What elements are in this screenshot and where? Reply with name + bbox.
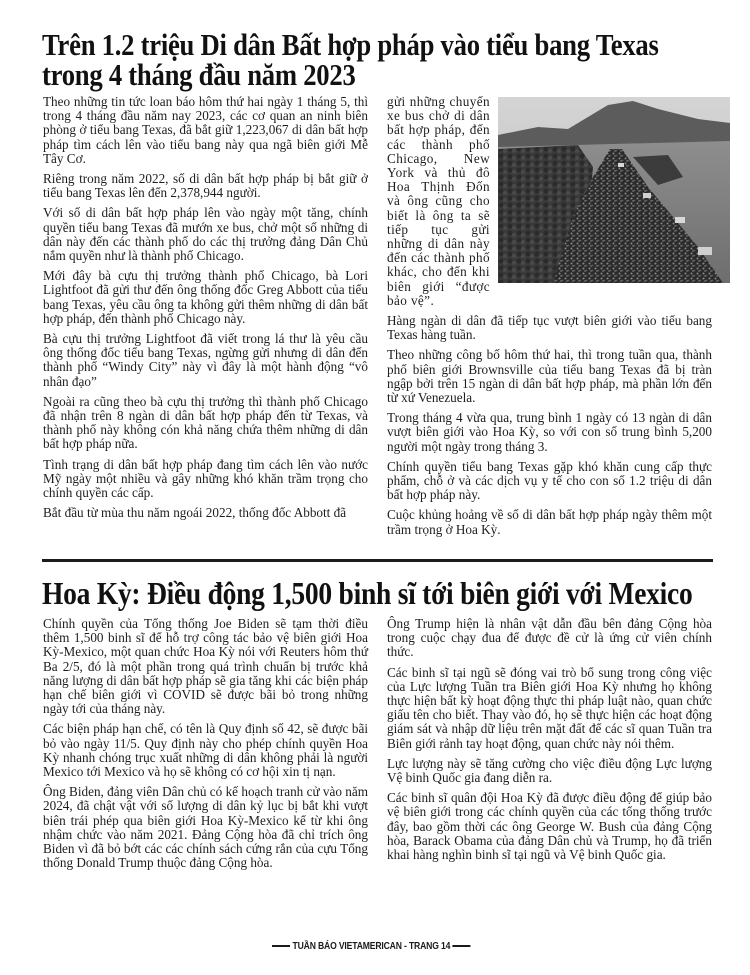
page-footer <box>272 940 471 952</box>
article2-column-left <box>43 617 368 876</box>
article2-paragraph: Các binh sĩ quân đội Hoa Kỳ đã được điều động để giúp bảo vệ biên giới trong các chính quyền của các tổng thống trước đây, bao gồm thời các ông George W. Bush của đảng Cộng hòa, Barack Obama của đảng Dân chủ và Trump, họ đã triển khai hàng nghìn binh sĩ tại ngũ và Vệ binh Quốc gia. <box>387 790 712 863</box>
article1-paragraph: Trong tháng 4 vừa qua, trung bình 1 ngày có 13 ngàn di dân vượt biên giới vào Hoa Kỳ, so với con số trung bình 5,200 người một ngày trong tháng 3. <box>387 410 712 454</box>
article1-column-left <box>43 95 368 526</box>
article2-paragraph: Ông Trump hiện là nhân vật dẫn đầu bên đảng Cộng hòa trong cuộc chạy đua để được đề cử là ứng cử viên chính thức. <box>387 616 712 660</box>
article2-headline: Hoa Kỳ: Điều động 1,500 binh sĩ tới biên giới với Mexico <box>42 575 693 611</box>
article1-paragraph: Theo những công bố hôm thứ hai, thì trong tuần qua, thành phố biên giới Brownsville của tiểu bang Texas đã bị tràn ngập bởi trên 15 ngàn di dân bất hợp pháp, mà phần lớn đến từ xứ Venezuela. <box>387 347 712 406</box>
article-divider <box>42 559 713 562</box>
article2-paragraph: Chính quyền của Tổng thống Joe Biden sẽ tạm thời điều thêm 1,500 binh sĩ để hỗ trợ công tác bảo vệ biên giới Hoa Kỳ-Mexico, một quan chức Hoa Kỳ nói với Reuters hôm thứ Ba 2/5, đó là một phần trong quá trình chuẩn bị trước khả năng lượng di dân bất hợp pháp sẽ gia tăng khi các biện pháp hạn chế biên giới vì COVID sẽ được bãi bỏ trong những ngày tới của tháng này. <box>43 616 368 717</box>
article1-paragraph: Chính quyền tiểu bang Texas gặp khó khăn cung cấp thực phẩm, chỗ ở và các dịch vụ y tế cho con số 1.2 triệu di dân bất hợp pháp này. <box>387 458 712 503</box>
article1-paragraph: Với số di dân bất hợp pháp lên vào ngày một tăng, chính quyền tiểu bang Texas đã mướn xe bus, chở một số những di dân này đến các thành phố do các thị trưởng đảng Dân Chủ nắm quyền như là thành phố Chicago. <box>43 205 368 264</box>
article1-paragraph: gửi những chuyến xe bus chở di dân bất hợp pháp, đến các thành phố Chicago, New York và thủ đô Hoa Thịnh Đốn và ông cũng cho biết là ông ta sẽ tiếp tục gửi những di dân này đến các thành phố khác, cho đến khi biên giới “được bảo vệ”. <box>387 94 490 308</box>
article1-paragraph: Hàng ngàn di dân đã tiếp tục vượt biên giới vào tiểu bang Texas hàng tuần. <box>387 313 712 343</box>
article2-paragraph: Ông Biden, đảng viên Dân chủ có kế hoạch tranh cử vào năm 2024, đã chật vật với số lượng di dân kỷ lục bị bắt khi vượt biên trái phép qua biên giới Hoa Kỳ-Mexico kể từ khi ông nhậm chức vào năm 2021. Đảng Cộng hòa đã chỉ trích ông Biden vì đã bỏ bớt các các chính sách cứng rắn của cựu Tổng thống Donald Trump thuộc đảng Cộng hòa. <box>43 784 368 871</box>
article1-headline: Trên 1.2 triệu Di dân Bất hợp pháp vào tiểu bang Texas trong 4 tháng đầu năm 2023 <box>42 27 659 92</box>
article2-paragraph: Lực lượng này sẽ tăng cường cho việc điều động Lực lượng Vệ binh Quốc gia đang diễn ra. <box>387 755 712 786</box>
article1-paragraph: Theo những tin tức loan báo hôm thứ hai ngày 1 tháng 5, thì trong 4 tháng đầu năm nay 2023, các cơ quan an ninh biên phòng ở tiểu bang Texas, đã bắt giữ 1,223,067 di dân bất hợp pháp tìm cách lên vào tiểu bang này qua ngã biên giới Mễ Tây Cơ. <box>43 94 368 166</box>
article2-paragraph: Các biện pháp hạn chế, có tên là Quy định số 42, sẽ được bãi bỏ vào ngày 11/5. Quy định này cho phép chính quyền Hoa Kỳ nhanh chóng trục xuất những di dân không phải là người Mexico tới Mexico và họ sẽ không có cơ hội xin tị nạn. <box>43 721 368 780</box>
migrant-caravan-photo <box>498 97 730 283</box>
footer-rule-left <box>272 945 290 947</box>
article1-column-right <box>387 95 712 543</box>
article1-paragraph: Tình trạng di dân bất hợp pháp đang tìm cách lên vào nước Mỹ ngày một nhiều và gây những khó khăn trầm trọng cho chính quyền các cấp. <box>43 456 368 501</box>
photo-migrant-caravan-icon <box>498 97 730 283</box>
article1-paragraph: Mới đây bà cựu thị trưởng thành phố Chicago, bà Lori Lightfoot đã gửi thư đến ông thống đốc Greg Abbott của tiểu bang Texas, yêu cầu ông ta không gửi thêm những di dân bất hợp pháp, đến thành phố Chicago này. <box>43 268 368 326</box>
article1-paragraph: Bà cựu thị trưởng Lightfoot đã viết trong lá thư là yêu cầu ông thống đốc tiểu bang Texas, ngừng gửi nhưng di dân đến thành phố “Windy City” này vì đây là một hành động “vô nhân đạo” <box>43 331 368 389</box>
footer-rule-right <box>453 945 471 947</box>
article2-paragraph: Các binh sĩ tại ngũ sẽ đóng vai trò bổ sung trong công việc của Lực lượng Tuần tra Biên giới Hoa Kỳ nhưng họ không thực hiện bất kỳ hoạt động thực thi pháp luật nào, quan chức giấu tên cho biết. Thay vào đó, họ sẽ thực hiện các hoạt động giám sát và nhập dữ liệu trên mặt đất để các sĩ quan Tuần tra Biên giới rảnh tay hoạt động, quan chức này nói thêm. <box>387 664 712 751</box>
footer-publication-label: TUẦN BÁO VIETAMERICAN - TRANG 14 <box>292 940 451 952</box>
article1-paragraph: Bắt đầu từ mùa thu năm ngoái 2022, thống đốc Abbott đã <box>43 505 347 521</box>
article2-column-right <box>387 617 712 868</box>
article1-paragraph: Riêng trong năm 2022, số di dân bất hợp pháp bị bắt giữ ở tiểu bang Texas lên đến 2,378,944 người. <box>43 171 368 201</box>
article1-paragraph: Cuộc khủng hoảng về số di dân bất hợp pháp ngày thêm một trầm trọng ở Hoa Kỳ. <box>387 507 712 537</box>
article1-paragraph: Ngoài ra cũng theo bà cựu thị trưởng thì thành phố Chicago đã nhận trên 8 ngàn di dân bất hợp pháp đến từ Texas, và thành phố này không cón khả năng chứa thêm những di dân bất hợp pháp nữa. <box>43 393 368 452</box>
